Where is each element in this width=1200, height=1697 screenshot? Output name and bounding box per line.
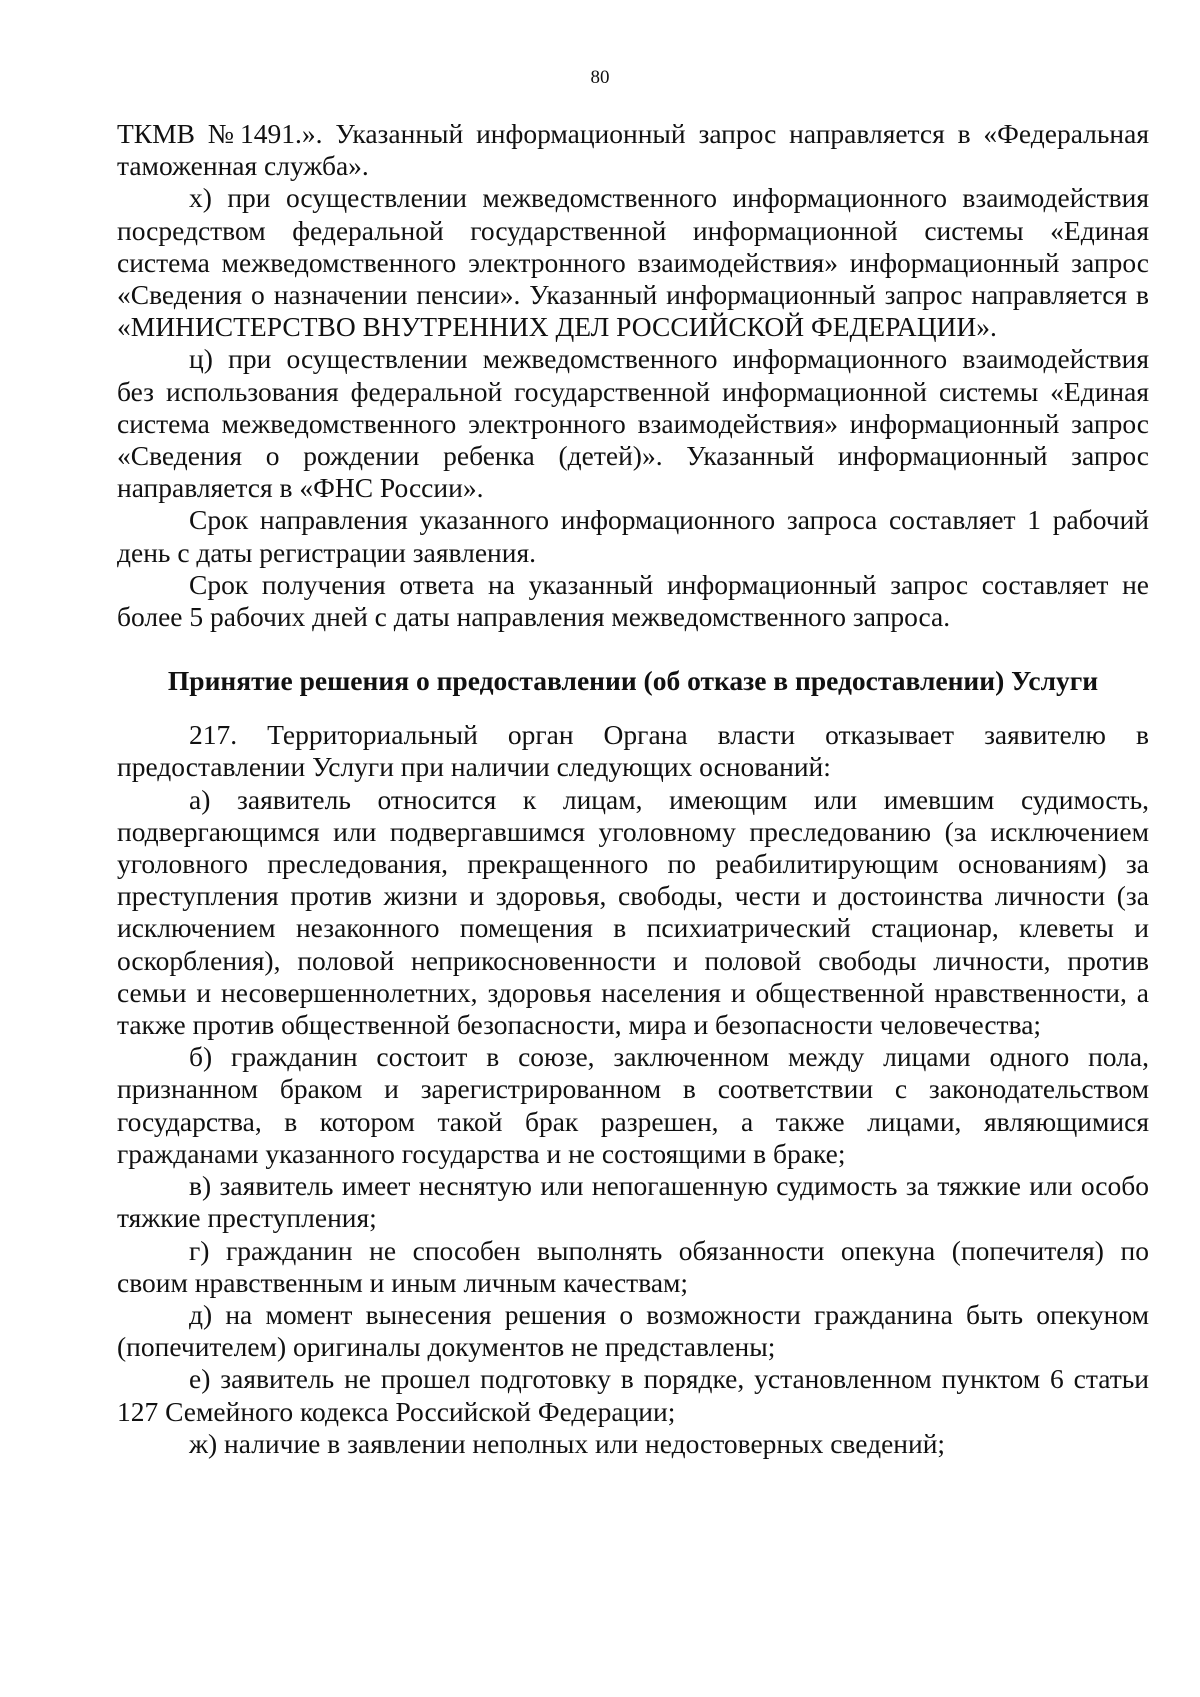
paragraph-item-b: б) гражданин состоит в союзе, заключенном между лицами одного пола, признанном браком и зарегистрированном в соответствии с законодательством государства, в котором такой брак разрешен, а также лицами, являющимися гражданами указанного государства и не состоящими в браке; xyxy=(117,1041,1149,1169)
document-body xyxy=(117,118,1149,1460)
paragraph-item-d: д) на момент вынесения решения о возможности гражданина быть опекуном (попечителем) оригиналы документов не представлены; xyxy=(117,1298,1149,1363)
paragraph-item-v: в) заявитель имеет неснятую или непогашенную судимость за тяжкие или особо тяжкие преступления; xyxy=(117,1170,1149,1234)
paragraph-item-g: г) гражданин не способен выполнять обязанности опекуна (попечителя) по своим нравственным и иным личным качествам; xyxy=(117,1234,1149,1298)
paragraph-item-a: а) заявитель относится к лицам, имеющим или имевшим судимость, подвергающимся или подвергавшимся уголовному преследованию (за исключением уголовного преследования, прекращенного по реабилитирующим основаниям) за преступления против жизни и здоровья, свободы, чести и достоинства личности (за исключением незаконного помещения в психиатрический стационар, клеветы и оскорбления), половой неприкосновенности и половой свободы личности, против семьи и несовершеннолетних, здоровья населения и общественной нравственности, а также против общественной безопасности, мира и безопасности человечества; xyxy=(117,783,1149,1041)
paragraph-continuation-tkmv: ТКМВ №1491.». Указанный информационный запрос направляется в «Федеральная таможенная служба». xyxy=(117,118,1149,182)
page-number: 80 xyxy=(590,67,610,88)
paragraph-request-deadline: Срок направления указанного информационного запроса составляет 1 рабочий день с даты регистрации заявления. xyxy=(117,504,1149,568)
paragraph-item-e: е) заявитель не прошел подготовку в порядке, установленном пунктом 6 статьи 127 Семейного кодекса Российской Федерации; xyxy=(117,1363,1149,1427)
section-heading: Принятие решения о предоставлении (об отказе в предоставлении) Услуги xyxy=(167,665,1099,697)
paragraph-217: 217. Территориальный орган Органа власти отказывает заявителю в предоставлении Услуги при наличии следующих оснований: xyxy=(117,719,1149,783)
paragraph-item-ts: ц) при осуществлении межведомственного информационного взаимодействия без использования федеральной государственной информационной системы «Единая система межведомственного электронного взаимодействия» информационный запрос «Сведения о рождении ребенка (детей)». Указанный информационный запрос направляется в «ФНС России». xyxy=(117,343,1149,504)
paragraph-response-deadline: Срок получения ответа на указанный информационный запрос составляет не более 5 рабочих дней с даты направления межведомственного запроса. xyxy=(117,568,1149,633)
paragraph-item-kh: х) при осуществлении межведомственного информационного взаимодействия посредством федеральной государственной информационной системы «Единая система межведомственного электронного взаимодействия» информационный запрос «Сведения о назначении пенсии». Указанный информационный запрос направляется в «МИНИСТЕРСТВО ВНУТРЕННИХ ДЕЛ РОССИЙСКОЙ ФЕДЕРАЦИИ». xyxy=(117,182,1149,343)
paragraph-item-zh: ж) наличие в заявлении неполных или недостоверных сведений; xyxy=(189,1427,946,1459)
